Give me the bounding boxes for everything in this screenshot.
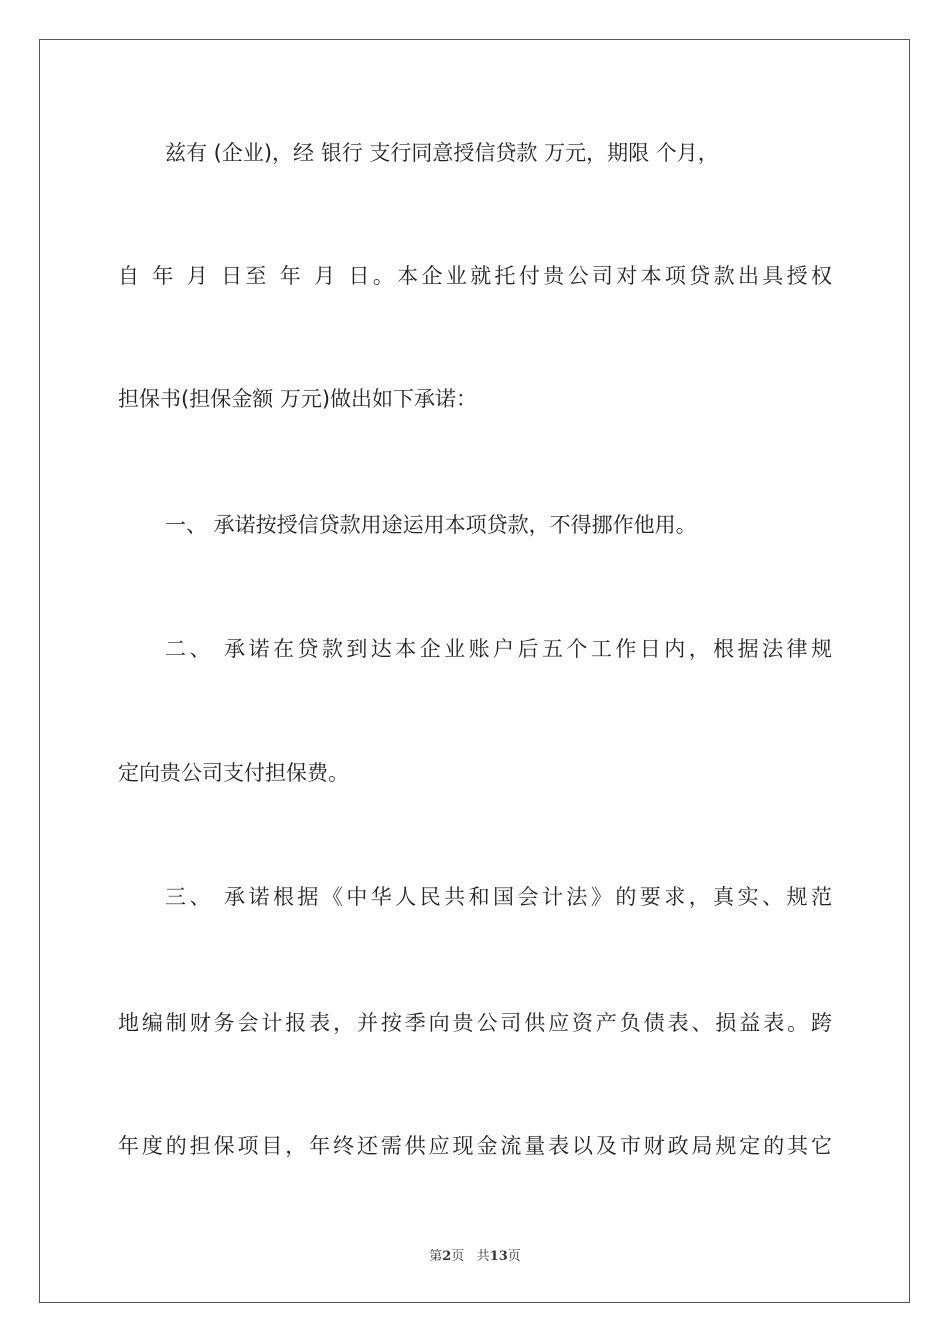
page-footer (0, 1245, 950, 1264)
clause-three-line-2: 地编制财务会计报表，并按季向贵公司供应资产负债表、损益表。跨 (118, 1011, 832, 1035)
paragraph-line-3: 担保书(担保金额 万元)做出如下承诺： (118, 387, 478, 411)
footer-total-pages: 13 (489, 1249, 508, 1264)
footer-page-suffix: 页 (451, 1249, 465, 1264)
clause-two-line-1: 二、 承诺在贷款到达本企业账户后五个工作日内，根据法律规 (165, 637, 832, 661)
paragraph-line-1: 兹有 (企业)，经 银行 支行同意授信贷款 万元，期限 个月， (165, 141, 719, 165)
clause-two-line-2: 定向贵公司支付担保费。 (118, 761, 349, 785)
footer-page-number: 2 (442, 1249, 452, 1264)
clause-three-line-1: 三、 承诺根据《中华人民共和国会计法》的要求，真实、规范 (165, 885, 832, 909)
page-border (39, 39, 910, 1303)
clause-three-line-3: 年度的担保项目，年终还需供应现金流量表以及市财政局规定的其它 (118, 1134, 832, 1158)
footer-total-prefix: 共 (476, 1249, 490, 1264)
footer-total-suffix: 页 (507, 1249, 521, 1264)
paragraph-line-2: 自 年 月 日至 年 月 日。本企业就托付贵公司对本项贷款出具授权 (118, 264, 832, 288)
footer-page-prefix: 第 (429, 1249, 443, 1264)
clause-one-line: 一、 承诺按授信贷款用途运用本项贷款，不得挪作他用。 (165, 513, 697, 537)
